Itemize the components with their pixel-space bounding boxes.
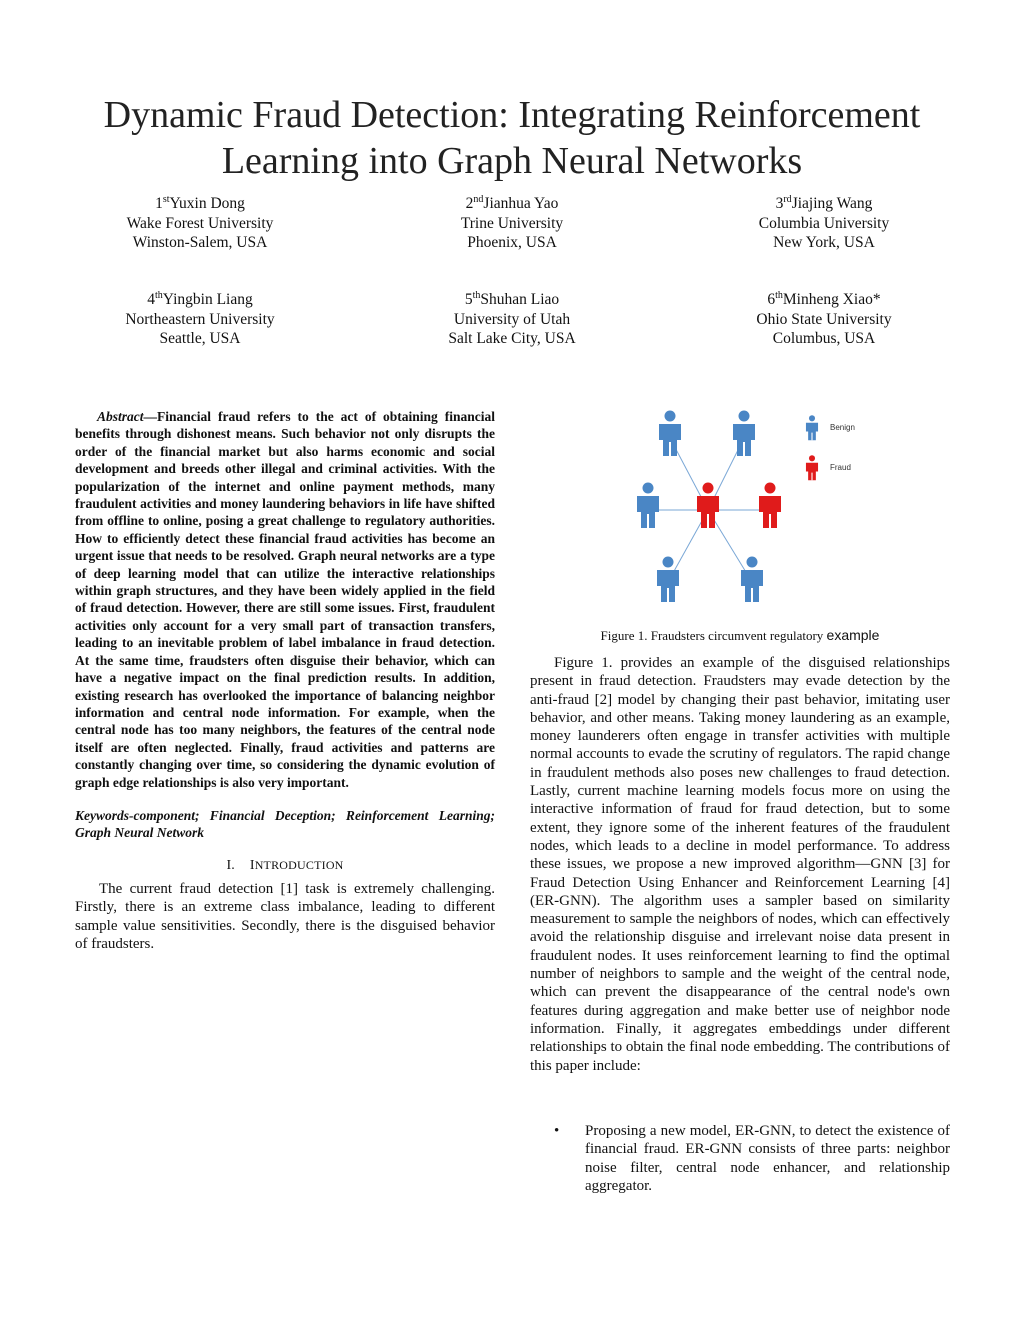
benign-node bbox=[659, 411, 681, 457]
author-location: Columbus, USA bbox=[772, 330, 876, 347]
author-affiliation: Wake Forest University bbox=[126, 214, 274, 232]
author-location: Phoenix, USA bbox=[467, 234, 557, 251]
author-location: Salt Lake City, USA bbox=[448, 330, 576, 347]
abstract bbox=[75, 408, 495, 791]
author-block-1 bbox=[80, 194, 320, 253]
author-affiliation: Northeastern University bbox=[125, 310, 275, 328]
author-location: Winston-Salem, USA bbox=[132, 234, 268, 251]
author-location: Seattle, USA bbox=[159, 330, 241, 347]
keywords: Keywords-component; Financial Deception; Reinforcement Learning; Graph Neural Network bbox=[75, 807, 495, 841]
author-name: 2ndJianhua Yao bbox=[465, 193, 559, 212]
author-affiliation: Columbia University bbox=[758, 214, 890, 232]
author-name: 6thMinheng Xiao* bbox=[767, 289, 881, 308]
author-affiliation: Trine University bbox=[460, 214, 564, 232]
left-column bbox=[75, 408, 495, 953]
intro-paragraph: The current fraud detection [1] task is extremely challenging. Firstly, there is an extreme class imbalance, leading to different sample value sensitivities. Secondly, there is the disguised behavior of fraudsters. bbox=[75, 881, 495, 953]
author-block-6 bbox=[704, 290, 944, 349]
right-paragraph: Figure 1. provides an example of the disguised relationships present in fraud detection. Fraudsters may evade detection by the anti-fraud [2] model by changing their past behavior, imitating user behavior, and other means. Taking money laundering as an example, money launderers often engage in transfer activities with multiple normal accounts to evade the scrutiny of regulators. The rapid change in fraudulent methods also poses new challenges to fraud detection. Lastly, current machine learning models focus more on using the interactive information of fraud for fraud detection, but to some extent, they ignore some of the inherent features of the fraudulent nodes, which leads to a decline in model performance. To address these issues, we propose a new improved algorithm—GNN [3] for Fraud Detection Using Enhancer and Reinforcement Learning [4] (ER-GNN). The algorithm uses a sampler based on similarity measurement to sample the neighbors of nodes, which can effectively avoid the relationship disguise and irrelevant noise data present in fraudulent nodes. It uses reinforcement learning to find the optimal number of neighbors to sample and the weight of the central node, which can prevent the disappearance of the central node's own features during aggregation and make better use of neighbor node information. Finally, it aggregates embeddings under different relationships to obtain the final node embedding. The contributions of this paper include: bbox=[530, 655, 950, 1074]
author-location: New York, USA bbox=[773, 234, 875, 251]
figure-caption: Figure 1. Fraudsters circumvent regulatory example bbox=[600, 627, 880, 643]
right-column bbox=[530, 654, 950, 1075]
author-block-2 bbox=[392, 194, 632, 253]
author-affiliation: Ohio State University bbox=[756, 310, 892, 328]
benign-node bbox=[741, 557, 763, 603]
benign-node bbox=[637, 483, 659, 529]
author-block-3 bbox=[704, 194, 944, 253]
abstract-text: Financial fraud refers to the act of obtaining financial benefits through dishonest means. Such behavior not only disrupts the order of the financial market but also harms economic and social development and breeds other illegal and criminal activities. With the popularization of the internet and online payment methods, many fraudulent activities and money laundering behaviors in life have shifted from offline to online, posing a great challenge to regulatory authorities. How to efficiently detect these financial fraud activities has become an urgent issue that needs to be resolved. Graph neural networks are a type of deep learning model that can utilize the interactive relationships within graph structures, and they have been widely applied in the field of fraud detection. However, there are still some issues. First, fraudulent activities only account for a very small part of transaction transfers, leading to an inevitable problem of label imbalance in fraud detection. At the same time, fraudsters often disguise their behavior, which can have a negative impact on the final prediction results. In addition, existing research has overlooked the importance of balancing neighbor information and central node information. For example, when the central node has too many neighbors, the features of the central node itself are often neglected. Finally, fraud activities and patterns are constantly changing over time, so considering the dynamic evolution of graph edge relationships is also very important. bbox=[75, 409, 495, 790]
fraud-graph-diagram bbox=[620, 400, 920, 610]
abstract-dash: — bbox=[143, 409, 158, 424]
fraud-node-central bbox=[697, 483, 719, 529]
figure-1 bbox=[620, 400, 920, 610]
benign-node bbox=[657, 557, 679, 603]
legend-benign-label: Benign bbox=[830, 423, 855, 432]
fraud-node bbox=[759, 483, 781, 529]
contribution-bullet bbox=[530, 1122, 950, 1195]
author-name: 1stYuxin Dong bbox=[155, 193, 245, 212]
author-affiliation: University of Utah bbox=[453, 310, 571, 328]
author-name: 3rdJiajing Wang bbox=[775, 193, 873, 212]
legend-fraud-label: Fraud bbox=[830, 463, 851, 472]
author-block-5 bbox=[392, 290, 632, 349]
paper-title bbox=[60, 92, 964, 184]
section-number: I. bbox=[226, 857, 235, 873]
author-name: 5thShuhan Liao bbox=[464, 289, 560, 308]
title-line-1: Dynamic Fraud Detection: Integrating Reinforcement bbox=[103, 94, 921, 136]
legend bbox=[806, 415, 855, 480]
title-line-2: Learning into Graph Neural Networks bbox=[221, 140, 803, 182]
bullet-icon: • bbox=[554, 1123, 560, 1139]
legend-fraud-icon bbox=[806, 455, 818, 480]
legend-benign-icon bbox=[806, 415, 818, 440]
bullet-text: Proposing a new model, ER-GNN, to detect the existence of financial fraud. ER-GNN consists of three parts: neighbor noise filter, central node enhancer, and relationship aggregator. bbox=[585, 1123, 950, 1194]
section-heading-introduction: I. INTRODUCTION bbox=[226, 857, 344, 873]
abstract-label: Abstract bbox=[97, 409, 144, 424]
benign-node bbox=[733, 411, 755, 457]
author-block-4 bbox=[80, 290, 320, 349]
author-name: 4thYingbin Liang bbox=[147, 289, 253, 308]
